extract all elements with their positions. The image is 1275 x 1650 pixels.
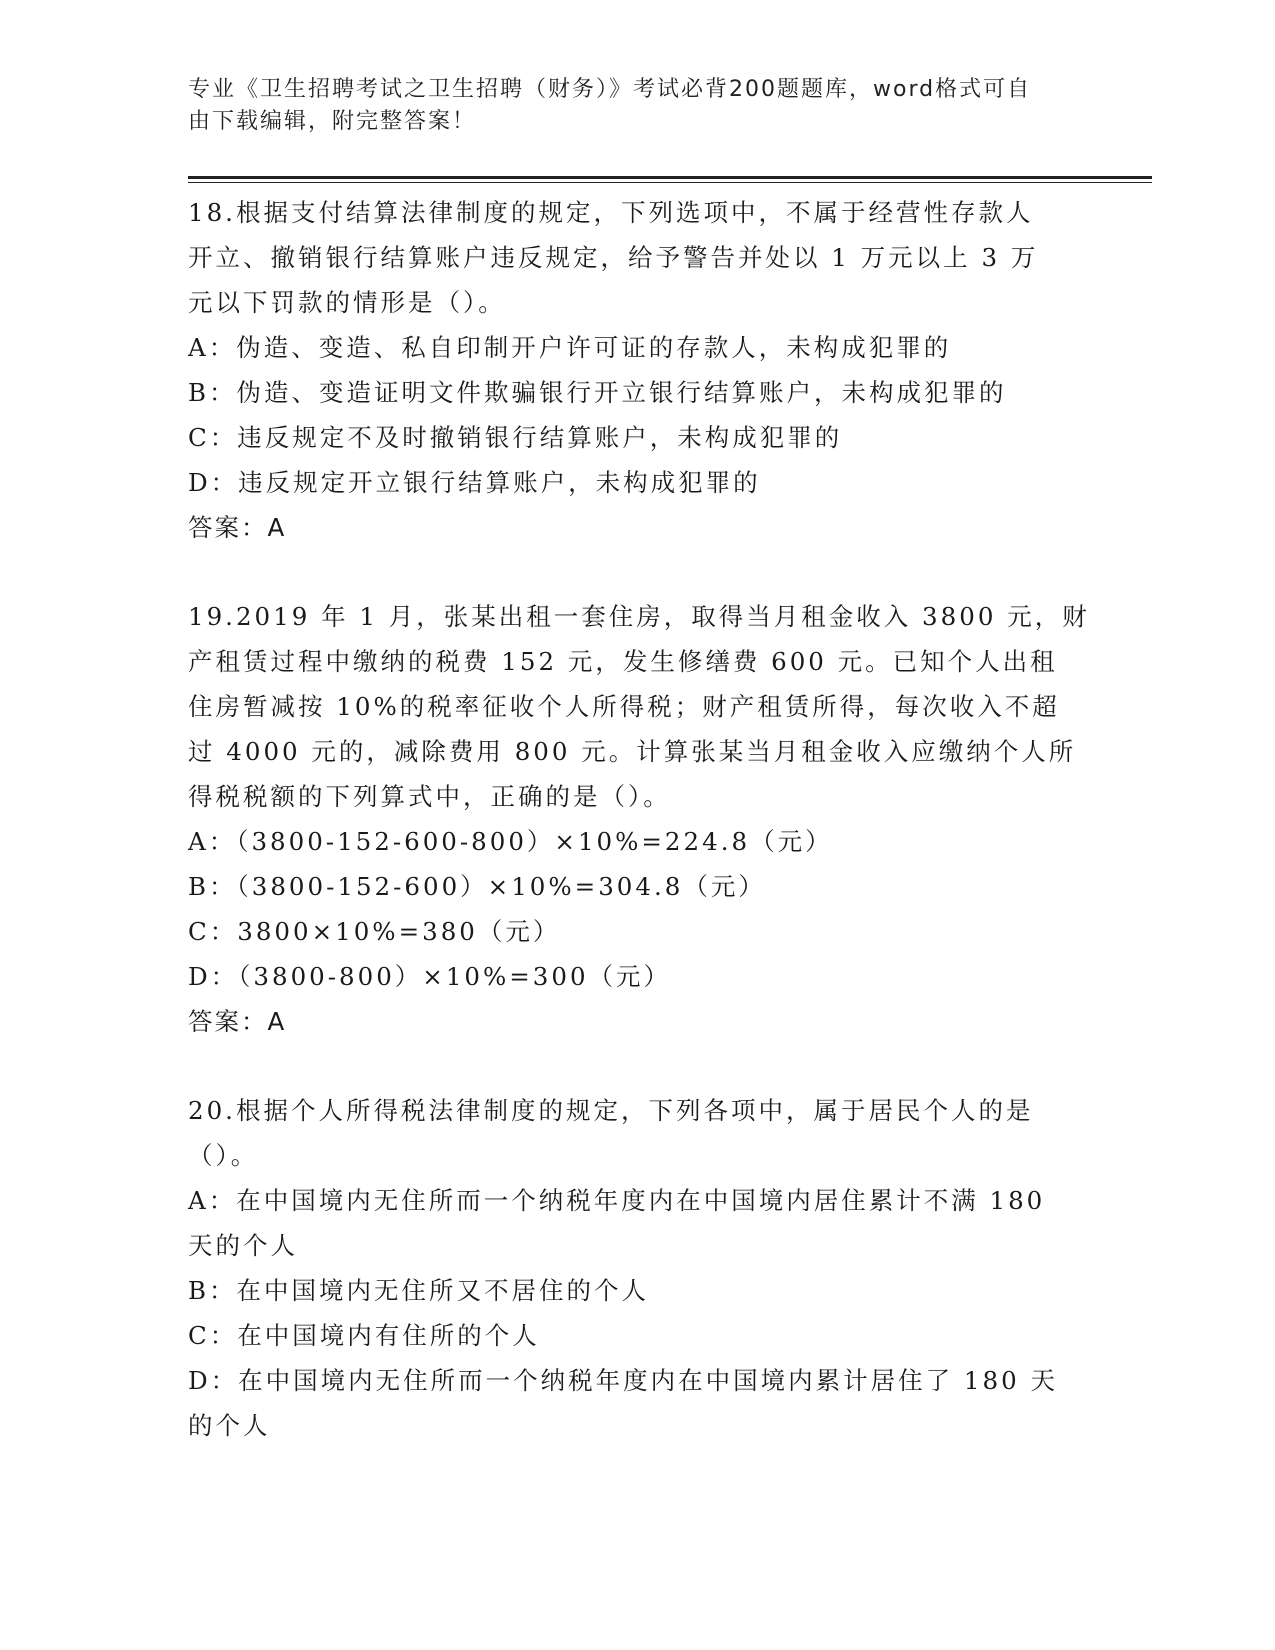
question-19-option-b: B：（3800-152-600）×10%=304.8（元） — [188, 872, 766, 901]
question-19-option-c: C：3800×10%=380（元） — [188, 917, 561, 946]
spacer — [188, 1044, 1088, 1088]
question-18-stem-line-3: 元以下罚款的情形是（）。 — [188, 288, 506, 317]
question-19-stem-line-3: 住房暂减按 10%的税率征收个人所得税；财产租赁所得，每次收入不超 — [188, 692, 1060, 721]
question-19-stem-line-5: 得税税额的下列算式中，正确的是（）。 — [188, 782, 671, 811]
question-19-option-d: D：（3800-800）×10%=300（元） — [188, 962, 672, 991]
header-divider-thick — [188, 176, 1152, 179]
question-19-stem-line-4: 过 4000 元的，减除费用 800 元。计算张某当月租金收入应缴纳个人所 — [188, 737, 1077, 766]
question-19 — [188, 594, 1088, 1044]
spacer — [188, 550, 1088, 594]
header-line-1: 专业《卫生招聘考试之卫生招聘（财务）》考试必背200题题库，word格式可自 — [188, 77, 1032, 102]
question-18-option-a: A：伪造、变造、私自印制开户许可证的存款人，未构成犯罪的 — [188, 333, 952, 362]
question-19-stem-line-2: 产租赁过程中缴纳的税费 152 元，发生修缮费 600 元。已知个人出租 — [188, 647, 1058, 676]
question-20-stem-line-2: （）。 — [188, 1141, 259, 1170]
question-19-option-a: A：（3800-152-600-800）×10%=224.8（元） — [188, 827, 833, 856]
question-19-stem-line-1: 19.2019 年 1 月，张某出租一套住房，取得当月租金收入 3800 元，财 — [188, 602, 1090, 631]
question-20-option-b: B：在中国境内无住所又不居住的个人 — [188, 1276, 650, 1305]
question-18-option-d: D：违反规定开立银行结算账户，未构成犯罪的 — [188, 468, 761, 497]
question-20 — [188, 1088, 1088, 1448]
header-line-2: 由下载编辑，附完整答案！ — [188, 109, 477, 134]
question-20-option-d-line-2: 的个人 — [188, 1411, 271, 1440]
question-18-answer: 答案：A — [188, 513, 287, 542]
document-header — [188, 74, 1068, 138]
question-20-stem-line-1: 20.根据个人所得税法律制度的规定，下列各项中，属于居民个人的是 — [188, 1096, 1034, 1125]
question-19-answer: 答案：A — [188, 1007, 287, 1036]
question-18 — [188, 190, 1088, 550]
header-divider-thin — [188, 182, 1152, 183]
question-18-stem-line-2: 开立、撤销银行结算账户违反规定，给予警告并处以 1 万元以上 3 万 — [188, 243, 1039, 272]
question-18-stem-line-1: 18.根据支付结算法律制度的规定，下列选项中，不属于经营性存款人 — [188, 198, 1034, 227]
question-20-option-a-line-1: A：在中国境内无住所而一个纳税年度内在中国境内居住累计不满 180 — [188, 1186, 1046, 1215]
question-20-option-c: C：在中国境内有住所的个人 — [188, 1321, 540, 1350]
question-18-option-c: C：违反规定不及时撤销银行结算账户，未构成犯罪的 — [188, 423, 843, 452]
question-18-option-b: B：伪造、变造证明文件欺骗银行开立银行结算账户，未构成犯罪的 — [188, 378, 1007, 407]
question-list — [188, 190, 1088, 1448]
question-20-option-d-line-1: D：在中国境内无住所而一个纳税年度内在中国境内累计居住了 180 天 — [188, 1366, 1058, 1395]
question-20-option-a-line-2: 天的个人 — [188, 1231, 298, 1260]
